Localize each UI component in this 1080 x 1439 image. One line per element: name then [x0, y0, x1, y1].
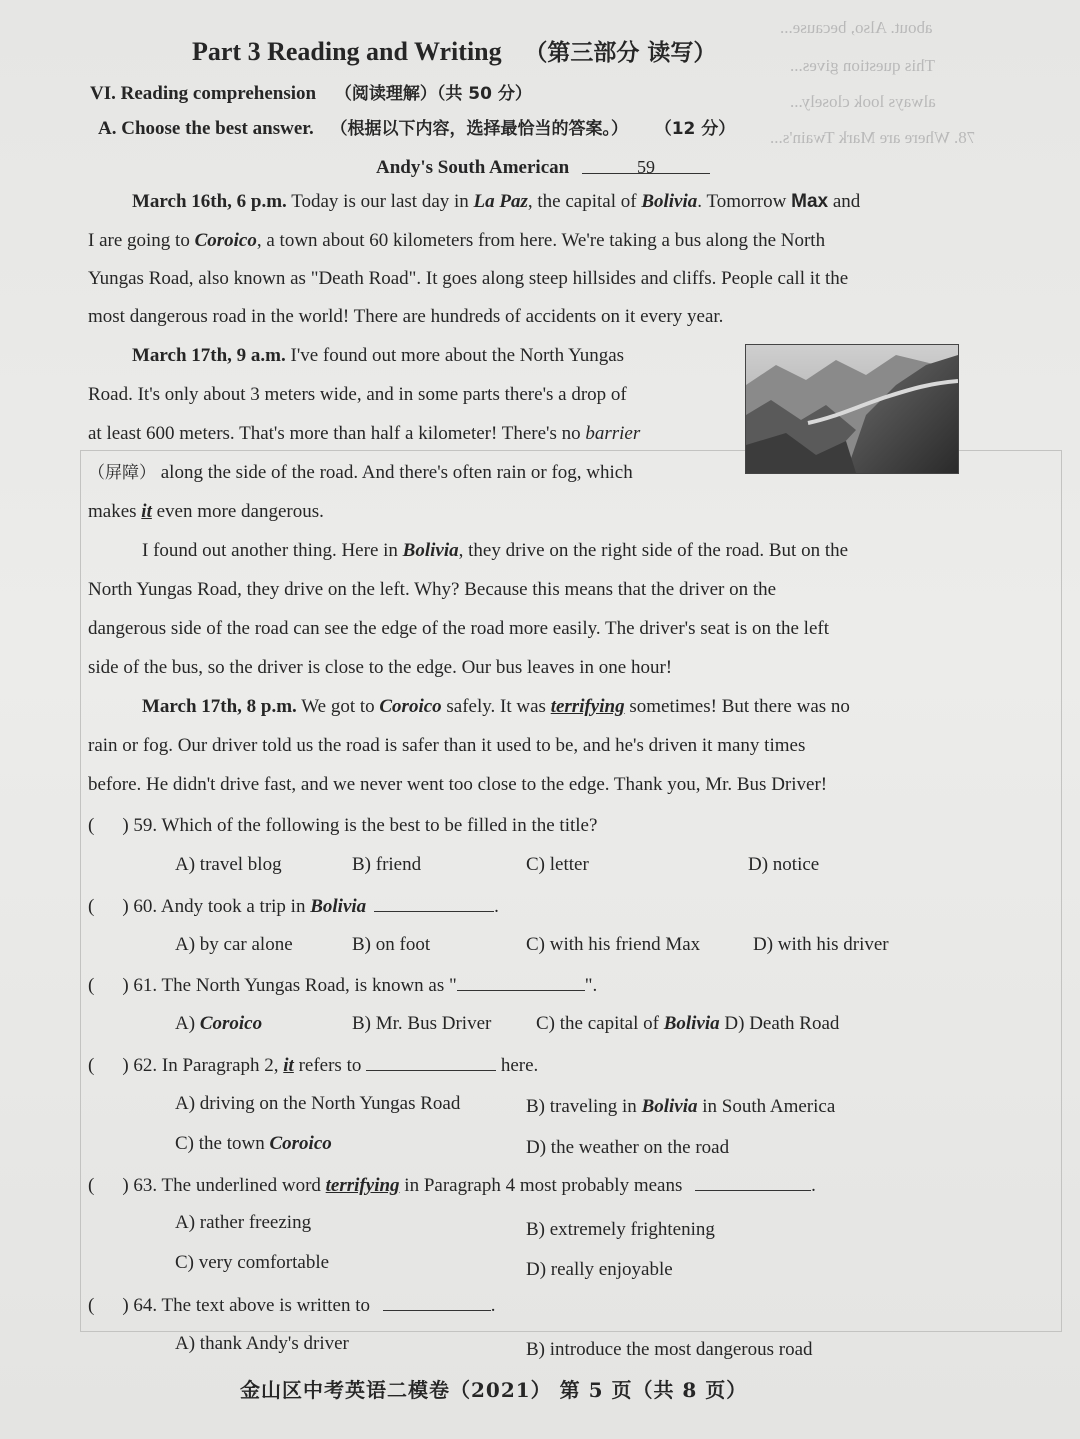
passage-line: March 17th, 8 p.m. We got to Coroico safely. It was terrifying sometimes! But there was no — [142, 696, 850, 717]
part-title: Part 3 Reading and Writing （第三部分 读写） — [192, 37, 717, 66]
answer-paren[interactable]: ( — [88, 1175, 95, 1196]
passage-line: （屏障） along the side of the road. And there's often rain or fog, which — [88, 462, 633, 483]
passage-line: I found out another thing. Here in Bolivia, they drive on the right side of the road. But on the — [142, 540, 849, 561]
option-61-a[interactable]: A) Coroico — [175, 1013, 263, 1034]
option-62-a[interactable]: A) driving on the North Yungas Road — [175, 1093, 461, 1114]
option-59-b[interactable]: B) friend — [352, 854, 422, 875]
passage-line: Road. It's only about 3 meters wide, and in some parts there's a drop of — [88, 384, 627, 405]
answer-paren[interactable]: ( — [88, 815, 95, 836]
bleed-through-text: about. Also, because... — [780, 18, 933, 37]
option-59-d[interactable]: D) notice — [748, 854, 820, 875]
answer-blank[interactable] — [383, 1292, 491, 1311]
question-63: ( ) 63. The underlined word terrifying in Paragraph 4 most probably means . — [88, 1172, 816, 1198]
section-heading: VI. Reading comprehension （阅读理解）（共 50 分） — [90, 83, 532, 104]
option-61-c-d[interactable]: C) the capital of Bolivia D) Death Road — [536, 1013, 840, 1034]
title-blank: 59 — [582, 155, 710, 174]
passage-line: rain or fog. Our driver told us the road is safer than it used to be, and he's driven it many times — [88, 735, 806, 756]
answer-blank[interactable] — [374, 893, 494, 912]
answer-paren[interactable]: ( — [88, 1055, 95, 1076]
answer-paren[interactable]: ( — [88, 1295, 95, 1316]
option-63-c[interactable]: C) very comfortable — [175, 1252, 330, 1273]
answer-blank[interactable] — [457, 972, 585, 991]
option-60-d[interactable]: D) with his driver — [753, 934, 889, 955]
option-60-c[interactable]: C) with his friend Max — [526, 934, 701, 955]
bleed-through-text: 78. Where are Mark Twain's... — [770, 128, 976, 147]
death-road-photo — [745, 344, 959, 474]
answer-blank[interactable] — [695, 1172, 811, 1191]
option-64-a[interactable]: A) thank Andy's driver — [175, 1333, 349, 1354]
mountain-road-image — [746, 345, 958, 473]
option-63-d[interactable]: D) really enjoyable — [526, 1259, 673, 1280]
bleed-through-text: This question gives... — [790, 56, 935, 75]
option-59-a[interactable]: A) travel blog — [175, 854, 282, 875]
passage-line: I are going to Coroico, a town about 60 kilometers from here. We're taking a bus along the North — [88, 230, 826, 251]
option-59-c[interactable]: C) letter — [526, 854, 589, 875]
answer-paren[interactable]: ( — [88, 975, 95, 996]
option-60-b[interactable]: B) on foot — [352, 934, 431, 955]
bleed-through-text: always look closely... — [790, 92, 936, 111]
passage-line: Yungas Road, also known as "Death Road". It goes along steep hillsides and cliffs. People call it the — [88, 268, 849, 289]
passage-title: Andy's South American 59 — [376, 155, 710, 180]
option-64-b[interactable]: B) introduce the most dangerous road — [526, 1339, 813, 1360]
option-62-b[interactable]: B) traveling in Bolivia in South America — [526, 1096, 836, 1117]
option-63-a[interactable]: A) rather freezing — [175, 1212, 312, 1233]
answer-paren[interactable]: ( — [88, 896, 95, 917]
option-62-d[interactable]: D) the weather on the road — [526, 1137, 730, 1158]
question-59: ( ) 59. Which of the following is the best to be filled in the title? — [88, 815, 598, 836]
question-62: ( ) 62. In Paragraph 2, it refers to here. — [88, 1052, 538, 1078]
question-64: ( ) 64. The text above is written to . — [88, 1292, 495, 1318]
answer-blank[interactable] — [366, 1052, 496, 1071]
passage-line: makes it even more dangerous. — [88, 501, 324, 522]
option-62-c[interactable]: C) the town Coroico — [175, 1133, 332, 1154]
option-61-b[interactable]: B) Mr. Bus Driver — [352, 1013, 492, 1034]
passage-line: at least 600 meters. That's more than half a kilometer! There's no barrier — [88, 423, 641, 444]
passage-line: March 16th, 6 p.m. Today is our last day in La Paz, the capital of Bolivia. Tomorrow Max and — [132, 191, 861, 212]
option-63-b[interactable]: B) extremely frightening — [526, 1219, 715, 1240]
question-61: ( ) 61. The North Yungas Road, is known as " ". — [88, 972, 597, 998]
passage-line: most dangerous road in the world! There are hundreds of accidents on it every year. — [88, 306, 724, 327]
passage-line: North Yungas Road, they drive on the left. Why? Because this means that the driver on the — [88, 579, 777, 600]
subsection-heading: A. Choose the best answer. （根据以下内容，选择最恰当的答案。） （12 分） — [98, 118, 736, 139]
passage-line: before. He didn't drive fast, and we never went too close to the edge. Thank you, Mr. Bus Driver! — [88, 774, 828, 795]
passage-line: side of the bus, so the driver is close to the edge. Our bus leaves in one hour! — [88, 657, 673, 678]
question-60: ( ) 60. Andy took a trip in Bolivia . — [88, 893, 499, 919]
passage-line: March 17th, 9 a.m. I've found out more about the North Yungas — [132, 345, 625, 366]
page-footer: 金山区中考英语二模卷（2021） 第 5 页（共 8 页） — [240, 1378, 748, 1402]
passage-line: dangerous side of the road can see the edge of the road more easily. The driver's seat is on the left — [88, 618, 829, 639]
option-60-a[interactable]: A) by car alone — [175, 934, 293, 955]
